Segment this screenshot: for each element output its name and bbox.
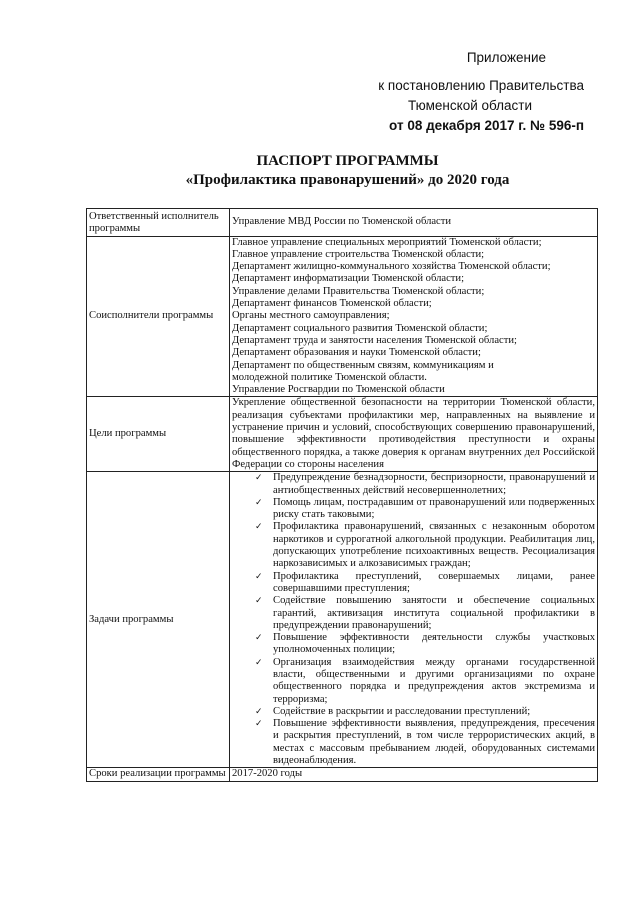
coexecutors-label: Соисполнители программы bbox=[87, 236, 230, 397]
appendix-label: Приложение bbox=[466, 50, 546, 65]
checkmark-icon: ✓ bbox=[255, 497, 263, 508]
task-text: Профилактика преступлений, совершаемых лицами, ранее совершавшими преступления; bbox=[273, 570, 595, 594]
task-text: Содействие в раскрытии и расследовании преступлений; bbox=[273, 705, 531, 717]
coexecutor-item: Главное управление специальных мероприятий Тюменской области; bbox=[232, 236, 542, 248]
coexecutor-item: Департамент жилищно-коммунального хозяйства Тюменской области; bbox=[232, 261, 551, 273]
checkmark-icon: ✓ bbox=[255, 596, 263, 607]
passport-heading: ПАСПОРТ ПРОГРАММЫ bbox=[256, 153, 439, 169]
task-text: Организация взаимодействия между органами государственной власти, общественными и другими организациями по охране общественного порядка и предупреждения актов экстремизма и терроризма; bbox=[273, 656, 595, 705]
coexecutor-item: Департамент по общественным связям, коммуникациям и молодежной политике Тюменской области. bbox=[232, 359, 494, 383]
goals-value: Укрепление общественной безопасности на территории Тюменской области, реализация субъектами профилактики мер, направленных на выявление и устранение причин и условий, способствующих совершению правонарушений, повышение эффективности противодействия преступности и охраны общественного порядка, а также доверия к органам внутренних дел Российской Федерации со стороны населения bbox=[230, 397, 598, 472]
task-item bbox=[232, 497, 595, 522]
task-text: Профилактика правонарушений, связанных с незаконным оборотом наркотиков и суррогатной алкогольной продукции. Реабилитация лиц, допускающих употребление психоактивных веществ. Ресоциализация наркозависимых и алкозависимых граждан; bbox=[273, 521, 595, 570]
task-text: Повышение эффективности выявления, предупреждения, пресечения и раскрытия преступлений, в том числе террористических акций, в местах с массовым пребыванием людей, оборудованных системами видеонаблюдения. bbox=[273, 718, 595, 767]
appendix-date: от 08 декабря 2017 г. № 596-п bbox=[389, 118, 584, 133]
task-item bbox=[232, 718, 595, 767]
coexecutor-item: Органы местного самоуправления; bbox=[232, 310, 390, 322]
responsible-label: Ответственный исполнитель программы bbox=[87, 209, 230, 237]
task-text: Содействие повышению занятости и обеспечение социальных гарантий, активизация института социальной профилактики в предупреждении правонарушений; bbox=[273, 595, 595, 631]
appendix-block bbox=[378, 48, 584, 136]
row-goals bbox=[87, 397, 598, 472]
coexecutor-item: Департамент информатизации Тюменской области; bbox=[232, 273, 465, 285]
program-name: «Профилактика правонарушений» до 2020 года bbox=[185, 172, 510, 188]
task-item bbox=[232, 657, 595, 706]
appendix-resolution: к постановлению Правительства bbox=[378, 78, 584, 93]
coexecutor-item: Главное управление строительства Тюменской области; bbox=[232, 248, 485, 260]
checkmark-icon: ✓ bbox=[255, 719, 263, 730]
coexecutor-item: Управление Росгвардии по Тюменской области bbox=[232, 384, 445, 396]
coexecutors-list bbox=[230, 236, 598, 397]
row-responsible bbox=[87, 209, 598, 237]
task-text: Предупреждение безнадзорности, беспризорности, правонарушений и антиобщественных действий несовершеннолетних; bbox=[273, 472, 595, 496]
task-item bbox=[232, 595, 595, 632]
task-text: Повышение эффективности деятельности службы участковых уполномоченных полиции; bbox=[273, 632, 595, 656]
task-item bbox=[232, 706, 595, 718]
task-item bbox=[232, 521, 595, 570]
row-terms bbox=[87, 768, 598, 781]
passport-table bbox=[86, 208, 598, 782]
checkmark-icon: ✓ bbox=[255, 473, 263, 484]
appendix-region: Тюменской области bbox=[408, 98, 532, 113]
coexecutor-item: Департамент финансов Тюменской области; bbox=[232, 298, 432, 310]
checkmark-icon: ✓ bbox=[255, 571, 263, 582]
terms-value: 2017-2020 годы bbox=[230, 768, 598, 781]
row-tasks bbox=[87, 472, 598, 768]
checkmark-icon: ✓ bbox=[255, 633, 263, 644]
task-text: Помощь лицам, пострадавшим от правонарушений или подверженных риску стать таковыми; bbox=[273, 496, 595, 521]
tasks-list-cell bbox=[230, 472, 598, 768]
task-item bbox=[232, 472, 595, 497]
coexecutor-item: Департамент образования и науки Тюменской области; bbox=[232, 347, 481, 359]
checkmark-icon: ✓ bbox=[255, 657, 263, 668]
coexecutor-item: Управление делами Правительства Тюменской области; bbox=[232, 285, 485, 297]
checkmark-icon: ✓ bbox=[255, 706, 263, 717]
passport-title bbox=[0, 152, 640, 190]
task-item bbox=[232, 632, 595, 657]
terms-label: Сроки реализации программы bbox=[87, 768, 230, 781]
row-coexecutors bbox=[87, 236, 598, 397]
goals-label: Цели программы bbox=[87, 397, 230, 472]
checkmark-icon: ✓ bbox=[255, 522, 263, 533]
coexecutor-item: Департамент труда и занятости населения Тюменской области; bbox=[232, 334, 517, 346]
coexecutor-item: Департамент социального развития Тюменской области; bbox=[232, 322, 488, 334]
responsible-value: Управление МВД России по Тюменской области bbox=[230, 209, 598, 237]
tasks-label: Задачи программы bbox=[87, 472, 230, 768]
task-item bbox=[232, 571, 595, 596]
tasks-list bbox=[232, 472, 595, 767]
